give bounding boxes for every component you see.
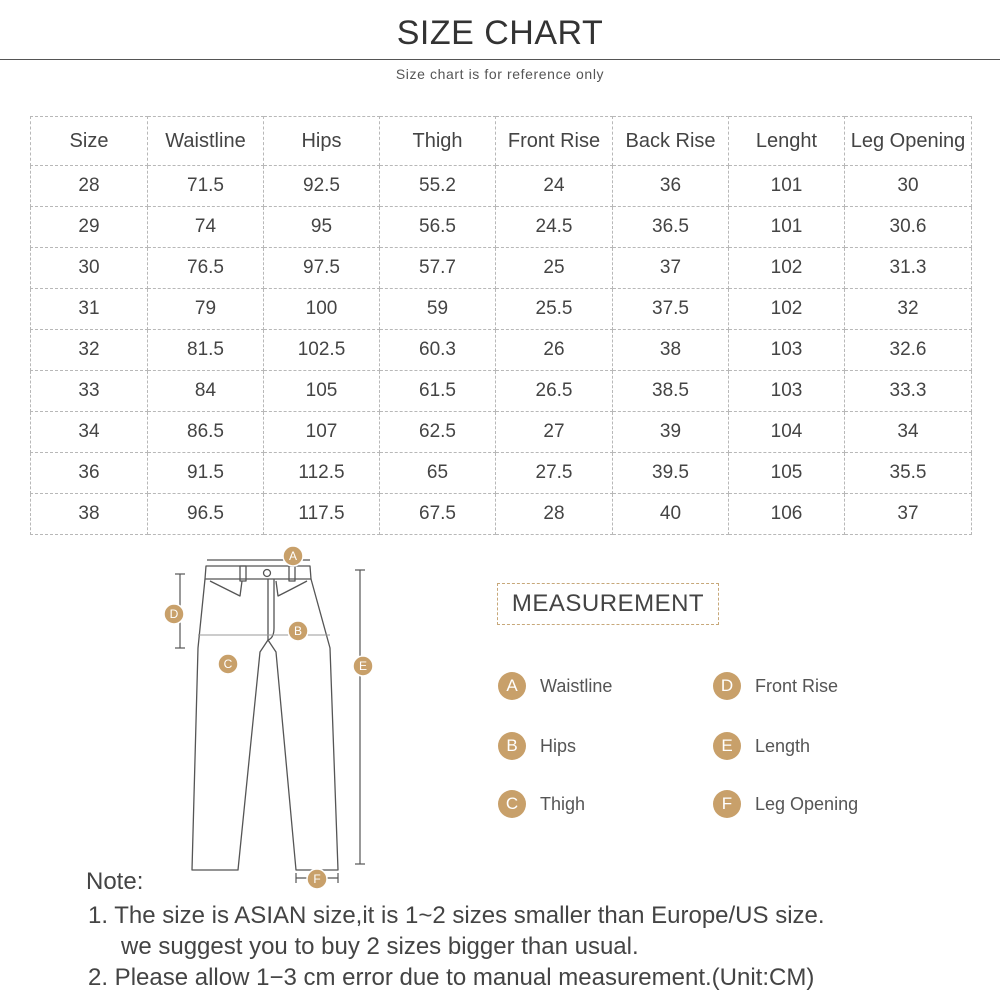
legend-item-waistline — [498, 670, 612, 702]
table-cell: 74 — [148, 207, 264, 248]
note-line-1: 1. The size is ASIAN size,it is 1~2 sizes smaller than Europe/US size. — [88, 902, 825, 929]
legend-label: Hips — [540, 735, 577, 756]
note-title: Note: — [86, 868, 144, 895]
marker-b — [288, 621, 308, 641]
table-cell: 71.5 — [148, 166, 264, 207]
table-cell: 37 — [613, 248, 729, 289]
table-row — [31, 207, 972, 248]
table-cell: 56.5 — [380, 207, 496, 248]
table-cell: 92.5 — [264, 166, 380, 207]
badge-e-icon: E — [713, 732, 741, 760]
table-row — [31, 248, 972, 289]
table-cell: 26.5 — [496, 371, 613, 412]
legend-label: Leg Opening — [755, 793, 859, 814]
table-cell: 101 — [729, 207, 845, 248]
page-subtitle: Size chart is for reference only — [395, 66, 605, 82]
table-cell: 97.5 — [264, 248, 380, 289]
table-cell: 117.5 — [264, 494, 380, 535]
table-cell: 100 — [264, 289, 380, 330]
legend-label: Length — [755, 735, 811, 756]
table-cell: 102.5 — [264, 330, 380, 371]
table-cell: 96.5 — [148, 494, 264, 535]
table-cell: 39 — [613, 412, 729, 453]
table-cell: 102 — [729, 289, 845, 330]
table-cell: 101 — [729, 166, 845, 207]
table-row — [31, 166, 972, 207]
pants-diagram — [150, 540, 390, 892]
table-cell: 34 — [31, 412, 148, 453]
table-row — [31, 371, 972, 412]
legend-label: Front Rise — [755, 675, 839, 696]
table-cell: 81.5 — [148, 330, 264, 371]
table-cell: 24.5 — [496, 207, 613, 248]
table-cell: 36.5 — [613, 207, 729, 248]
table-row — [31, 330, 972, 371]
table-cell: 24 — [496, 166, 613, 207]
table-cell: 38 — [31, 494, 148, 535]
table-row — [31, 289, 972, 330]
table-cell: 57.7 — [380, 248, 496, 289]
column-header: Size — [31, 117, 148, 166]
table-cell: 39.5 — [613, 453, 729, 494]
column-header: Hips — [264, 117, 380, 166]
table-row — [31, 412, 972, 453]
table-cell: 32.6 — [845, 330, 972, 371]
marker-a — [283, 546, 303, 566]
table-cell: 34 — [845, 412, 972, 453]
table-cell: 25.5 — [496, 289, 613, 330]
table-cell: 103 — [729, 330, 845, 371]
column-header: Waistline — [148, 117, 264, 166]
table-cell: 26 — [496, 330, 613, 371]
column-header: Back Rise — [613, 117, 729, 166]
column-header: Leg Opening — [845, 117, 972, 166]
table-header-row — [31, 117, 972, 166]
table-cell: 60.3 — [380, 330, 496, 371]
table-cell: 38 — [613, 330, 729, 371]
pants-outline — [192, 579, 338, 870]
table-cell: 27.5 — [496, 453, 613, 494]
svg-text:C: C — [223, 657, 233, 671]
table-cell: 30 — [31, 248, 148, 289]
badge-a-icon: A — [498, 672, 526, 700]
table-cell: 84 — [148, 371, 264, 412]
table-cell: 95 — [264, 207, 380, 248]
badge-b-icon: B — [498, 732, 526, 760]
table-cell: 32 — [31, 330, 148, 371]
table-cell: 107 — [264, 412, 380, 453]
table-cell: 112.5 — [264, 453, 380, 494]
table-cell: 25 — [496, 248, 613, 289]
column-header: Thigh — [380, 117, 496, 166]
table-cell: 105 — [729, 453, 845, 494]
page-title: SIZE CHART — [396, 14, 604, 52]
badge-d-icon: D — [713, 672, 741, 700]
table-cell: 29 — [31, 207, 148, 248]
table-cell: 28 — [496, 494, 613, 535]
table-cell: 61.5 — [380, 371, 496, 412]
table-cell: 31 — [31, 289, 148, 330]
table-cell: 106 — [729, 494, 845, 535]
table-cell: 104 — [729, 412, 845, 453]
table-cell: 37 — [845, 494, 972, 535]
note-line-2: 2. Please allow 1−3 cm error due to manual measurement.(Unit:CM) — [88, 964, 815, 991]
table-cell: 36 — [613, 166, 729, 207]
svg-text:A: A — [288, 549, 298, 563]
measurement-heading: MEASUREMENT — [497, 583, 719, 625]
table-cell: 30 — [845, 166, 972, 207]
table-cell: 33 — [31, 371, 148, 412]
size-chart-table — [30, 116, 972, 535]
table-cell: 31.3 — [845, 248, 972, 289]
table-cell: 35.5 — [845, 453, 972, 494]
table-cell: 59 — [380, 289, 496, 330]
svg-text:E: E — [358, 659, 368, 673]
table-cell: 62.5 — [380, 412, 496, 453]
table-cell: 28 — [31, 166, 148, 207]
marker-d — [164, 604, 184, 624]
column-header: Front Rise — [496, 117, 613, 166]
legend-label: Waistline — [540, 675, 613, 696]
svg-text:B: B — [293, 624, 303, 638]
table-cell: 38.5 — [613, 371, 729, 412]
table-cell: 37.5 — [613, 289, 729, 330]
table-cell: 103 — [729, 371, 845, 412]
table-cell: 65 — [380, 453, 496, 494]
table-cell: 91.5 — [148, 453, 264, 494]
table-row — [31, 494, 972, 535]
marker-e — [353, 656, 373, 676]
note-line-1-continued: we suggest you to buy 2 sizes bigger than usual. — [121, 933, 639, 960]
table-cell: 67.5 — [380, 494, 496, 535]
table-cell: 86.5 — [148, 412, 264, 453]
legend-item-hips — [498, 730, 576, 762]
table-cell: 79 — [148, 289, 264, 330]
column-header: Lenght — [729, 117, 845, 166]
badge-c-icon: C — [498, 790, 526, 818]
marker-c — [218, 654, 238, 674]
svg-text:D: D — [169, 607, 179, 621]
title-divider — [0, 59, 1000, 60]
table-cell: 55.2 — [380, 166, 496, 207]
table-cell: 76.5 — [148, 248, 264, 289]
legend-label: Thigh — [540, 793, 586, 814]
table-row — [31, 453, 972, 494]
table-cell: 105 — [264, 371, 380, 412]
marker-f — [307, 869, 327, 889]
legend-item-front-rise — [713, 670, 838, 702]
table-cell: 102 — [729, 248, 845, 289]
table-cell: 32 — [845, 289, 972, 330]
table-cell: 30.6 — [845, 207, 972, 248]
table-cell: 40 — [613, 494, 729, 535]
legend-item-leg-opening — [713, 788, 858, 820]
table-cell: 36 — [31, 453, 148, 494]
legend-item-thigh — [498, 788, 585, 820]
table-cell: 33.3 — [845, 371, 972, 412]
table-cell: 27 — [496, 412, 613, 453]
svg-text:F: F — [313, 872, 321, 886]
badge-f-icon: F — [713, 790, 741, 818]
legend-item-length — [713, 730, 810, 762]
